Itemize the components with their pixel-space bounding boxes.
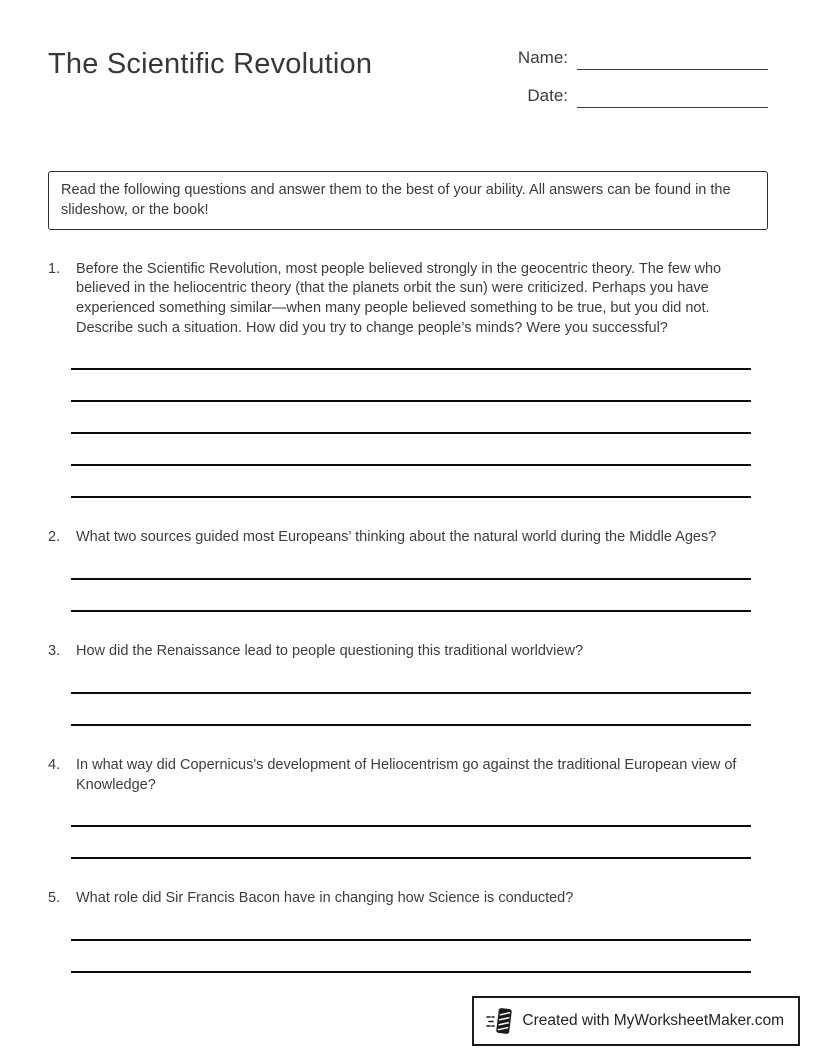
- name-label: Name:: [517, 48, 568, 67]
- question-text: What two sources guided most Europeans’ thinking about the natural world during the Middle Ages?: [76, 529, 717, 546]
- answer-lines: [71, 578, 751, 612]
- question-2-row: [48, 528, 768, 548]
- page-title: The Scientific Revolution: [48, 48, 373, 80]
- date-label: Date:: [527, 86, 568, 105]
- instructions-box: [48, 171, 768, 230]
- name-row: [508, 48, 768, 70]
- answer-line: [71, 610, 751, 612]
- answer-line: [71, 400, 751, 402]
- name-date-block: [508, 48, 768, 124]
- answer-line: [71, 825, 751, 827]
- question-3: [48, 642, 768, 726]
- answer-line: [71, 578, 751, 580]
- question-text: Before the Scientific Revolution, most people believed strongly in the geocentric theory. The few who believed in the heliocentric theory (that the planets orbit the sun) were criticized. Perhaps you have experienced something similar—when many people believed something to be true, but you did not. Describe such a situation. How did you try to change people’s minds? Were you successful?: [76, 260, 722, 336]
- instructions-text: Read the following questions and answer them to the best of your ability. All answers can be found in the slideshow, or the book!: [61, 182, 731, 219]
- date-row: [508, 86, 768, 108]
- question-text: What role did Sir Francis Bacon have in changing how Science is conducted?: [76, 890, 574, 907]
- question-text: How did the Renaissance lead to people questioning this traditional worldview?: [76, 643, 584, 660]
- answer-line: [71, 464, 751, 466]
- answer-line: [71, 857, 751, 859]
- credit-badge: [472, 996, 800, 1046]
- question-1: [48, 260, 768, 499]
- question-number: 1.: [48, 260, 61, 277]
- question-number: 5.: [48, 890, 61, 907]
- question-number: 3.: [48, 643, 61, 660]
- question-5-row: [48, 889, 768, 909]
- question-3-row: [48, 642, 768, 662]
- question-1-row: [48, 260, 768, 339]
- answer-lines: [71, 692, 751, 726]
- name-field-line: [577, 50, 768, 70]
- answer-line: [71, 724, 751, 726]
- question-5: [48, 889, 768, 973]
- questions-list: [48, 260, 768, 973]
- answer-lines: [71, 368, 751, 498]
- question-number: 2.: [48, 529, 61, 546]
- answer-lines: [71, 939, 751, 973]
- answer-line: [71, 368, 751, 370]
- answer-line: [71, 432, 751, 434]
- question-2: [48, 528, 768, 612]
- credit-text: Created with MyWorksheetMaker.com: [522, 1012, 784, 1029]
- question-4: [48, 756, 768, 859]
- question-text: In what way did Copernicus's development of Heliocentrism go against the traditional European view of Knowledge?: [76, 756, 737, 793]
- answer-line: [71, 692, 751, 694]
- answer-line: [71, 971, 751, 973]
- answer-lines: [71, 825, 751, 859]
- answer-line: [71, 496, 751, 498]
- question-4-row: [48, 756, 768, 795]
- worksheet-maker-logo-icon: [486, 1006, 513, 1036]
- header: [0, 0, 816, 124]
- date-field-line: [577, 88, 768, 108]
- question-number: 4.: [48, 756, 61, 773]
- answer-line: [71, 939, 751, 941]
